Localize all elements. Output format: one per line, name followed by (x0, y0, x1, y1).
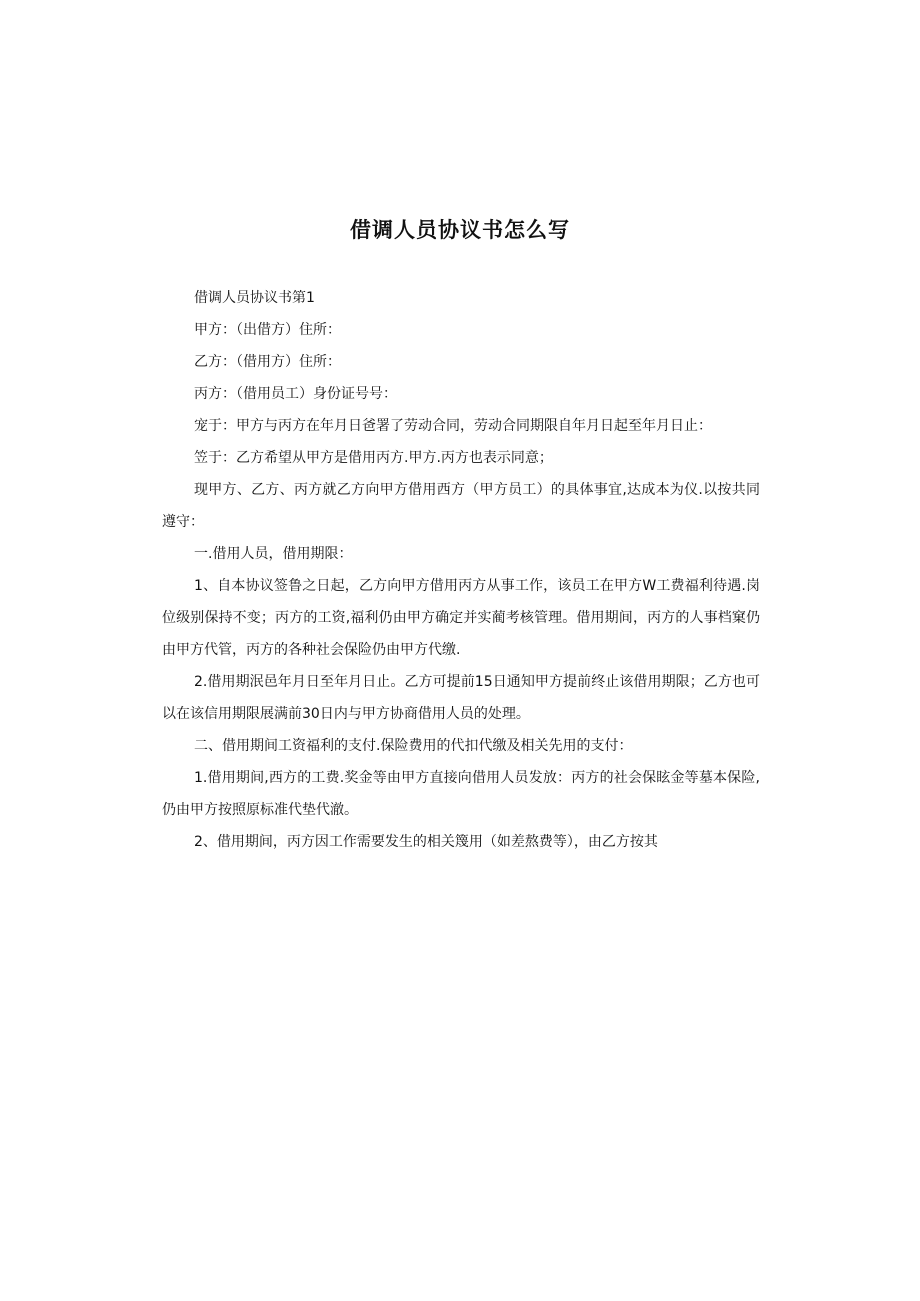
document-body (162, 282, 760, 858)
party-a-line: 甲方：（出借方）住所： (194, 322, 341, 338)
agreement-intro-paragraph: 现甲方、乙方、丙方就乙方向甲方借用西方（甲方员工）的具体事宜,达成本为仪.以按共同遵守： (162, 482, 760, 530)
section-2-heading: 二、借用期间工资福利的支付.保险费用的代扣代缴及相关先用的支付： (194, 738, 633, 754)
whereas-line-2: 笠于：乙方希望从甲方是借用丙方.甲方.丙方也表示同意； (194, 450, 553, 466)
whereas-line-1: 宠于：甲方与丙方在年月日爸署了劳动合同，劳动合同期限自年月日起至年月日止： (194, 418, 712, 434)
document-line-heading: 借调人员协议书第1 (194, 290, 315, 306)
section-2-clause-2: 2、借用期间，丙方因工作需要发生的相关篾用（如差熬费等），由乙方按其 (194, 834, 658, 850)
party-c-line: 丙方：（借用员工）身份证号号： (194, 386, 397, 402)
section-1-clause-1: 1、自本协议签鲁之日起，乙方向甲方借用丙方从事工作，该员工在甲方W工费福利待遇.岗位级别保持不变；丙方的工资,福利仍由甲方确定并实蔺考核管理。借用期间，丙方的人事档窠仍由甲方代管，丙方的各种社会保险仍由甲方代缴. (162, 578, 760, 658)
section-1-clause-2: 2.借用期泯邑年月日至年月日止。乙方可提前15日通知甲方提前终止该借用期限；乙方也可以在该信用期限展满前30日内与甲方协商借用人员的处理。 (162, 674, 760, 722)
section-1-heading: 一.借用人员，借用期限： (194, 546, 353, 562)
party-b-line: 乙方：（借用方）住所： (194, 354, 341, 370)
section-2-clause-1: 1.借用期间,西方的工费.奖金等由甲方直接向借用人员发放：丙方的社会保眩金等墓本保险,仍由甲方按照原标准代垫代澈。 (162, 770, 760, 818)
document-title: 借调人员协议书怎么写 (350, 218, 570, 242)
